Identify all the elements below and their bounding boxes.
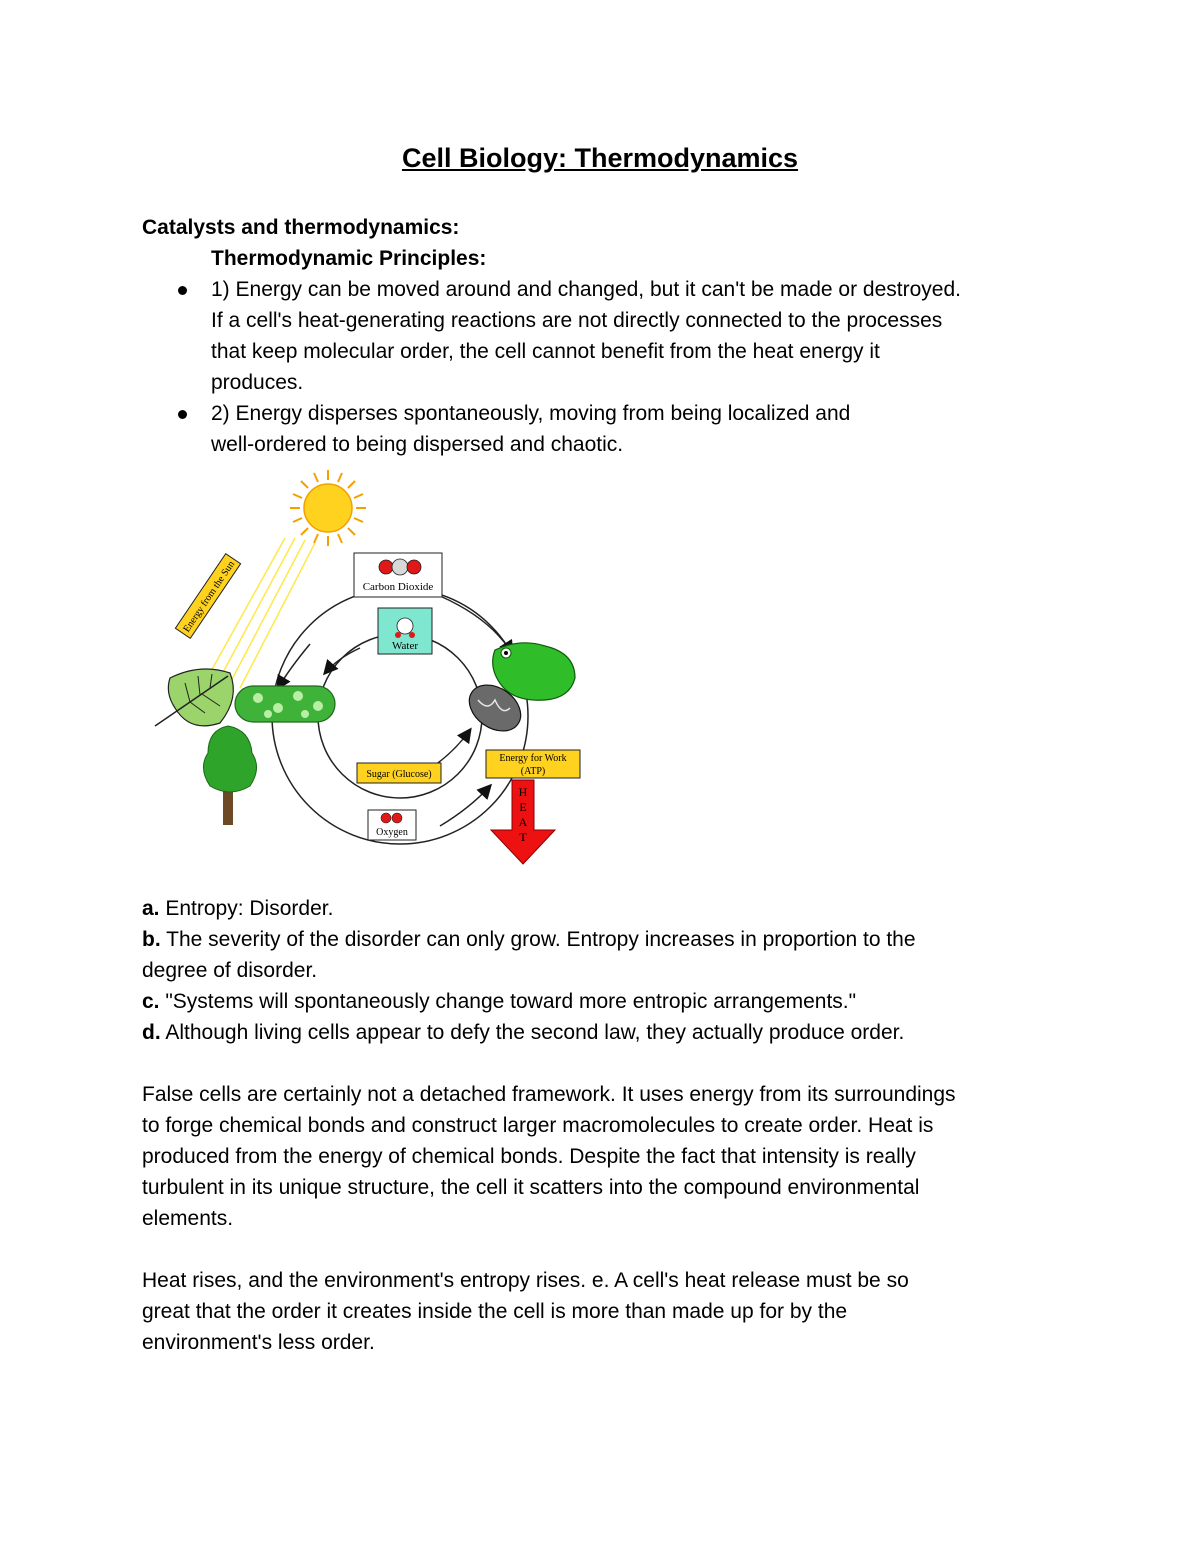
energy-for-work-label [486, 750, 580, 778]
principle-1-line-3: that keep molecular order, the cell cannot benefit from the heat energy it [211, 340, 880, 363]
section-heading: Catalysts and thermodynamics: [142, 216, 460, 239]
svg-text:(ATP): (ATP) [520, 766, 546, 777]
principle-2-line-2: well-ordered to being dispersed and chaotic. [211, 433, 624, 456]
point-c: c. "Systems will spontaneously change toward more entropic arrangements." [142, 990, 857, 1013]
paragraph-1-line-3: produced from the energy of chemical bonds. Despite the fact that intensity is really [142, 1145, 916, 1168]
paragraph-1-line-1: False cells are certainly not a detached framework. It uses energy from its surroundings [142, 1083, 956, 1106]
svg-text:Energy for Work: Energy for Work [499, 753, 567, 764]
heat-arrow-icon [491, 780, 555, 864]
sugar-label [357, 763, 441, 783]
paragraph-2-line-1: Heat rises, and the environment's entropy rises. e. A cell's heat release must be so [142, 1269, 909, 1292]
energy-cycle-diagram [150, 468, 590, 868]
principle-1-line-2: If a cell's heat-generating reactions are not directly connected to the processes [211, 309, 943, 332]
svg-text:H: H [518, 785, 528, 799]
paragraph-1-line-2: to forge chemical bonds and construct larger macromolecules to create order. Heat is [142, 1114, 934, 1137]
energy-cycle-svg [150, 468, 590, 868]
point-b: b. The severity of the disorder can only grow. Entropy increases in proportion to the [142, 928, 916, 951]
bullet-icon [178, 286, 187, 295]
paragraph-2-line-2: great that the order it creates inside the cell is more than made up for by the [142, 1300, 848, 1323]
chloroplast-icon [235, 686, 335, 722]
principle-2-line-1: 2) Energy disperses spontaneously, moving from being localized and [211, 402, 851, 425]
paragraph-1-line-5: elements. [142, 1207, 234, 1230]
subheading: Thermodynamic Principles: [211, 247, 487, 270]
point-d: d. Although living cells appear to defy the second law, they actually produce order. [142, 1021, 905, 1044]
svg-text:Energy from the Sun: Energy from the Sun [181, 559, 238, 635]
paragraph-2-line-3: environment's less order. [142, 1331, 375, 1354]
paragraph-1-line-4: turbulent in its unique structure, the cell it scatters into the compound environmental [142, 1176, 920, 1199]
water-label [378, 608, 432, 654]
svg-text:A: A [518, 815, 528, 829]
svg-text:Oxygen: Oxygen [376, 827, 408, 838]
energy-from-sun-label [175, 554, 240, 639]
point-a: a. Entropy: Disorder. [142, 897, 334, 920]
point-b-continued: degree of disorder. [142, 959, 318, 982]
principle-1-line-4: produces. [211, 371, 304, 394]
principle-1-line-1: 1) Energy can be moved around and changed, but it can't be made or destroyed. [211, 278, 961, 301]
leaf-icon [155, 669, 233, 726]
svg-text:Sugar (Glucose): Sugar (Glucose) [366, 769, 432, 780]
tree-icon [203, 726, 256, 825]
page-title: Cell Biology: Thermodynamics [401, 143, 799, 173]
svg-text:E: E [519, 800, 527, 814]
bullet-icon [178, 410, 187, 419]
oxygen-label [368, 810, 416, 840]
svg-text:Carbon Dioxide: Carbon Dioxide [362, 581, 434, 593]
svg-text:Water: Water [392, 640, 418, 652]
sun-icon [290, 470, 366, 546]
svg-text:T: T [519, 830, 527, 844]
carbon-dioxide-label [354, 553, 442, 597]
